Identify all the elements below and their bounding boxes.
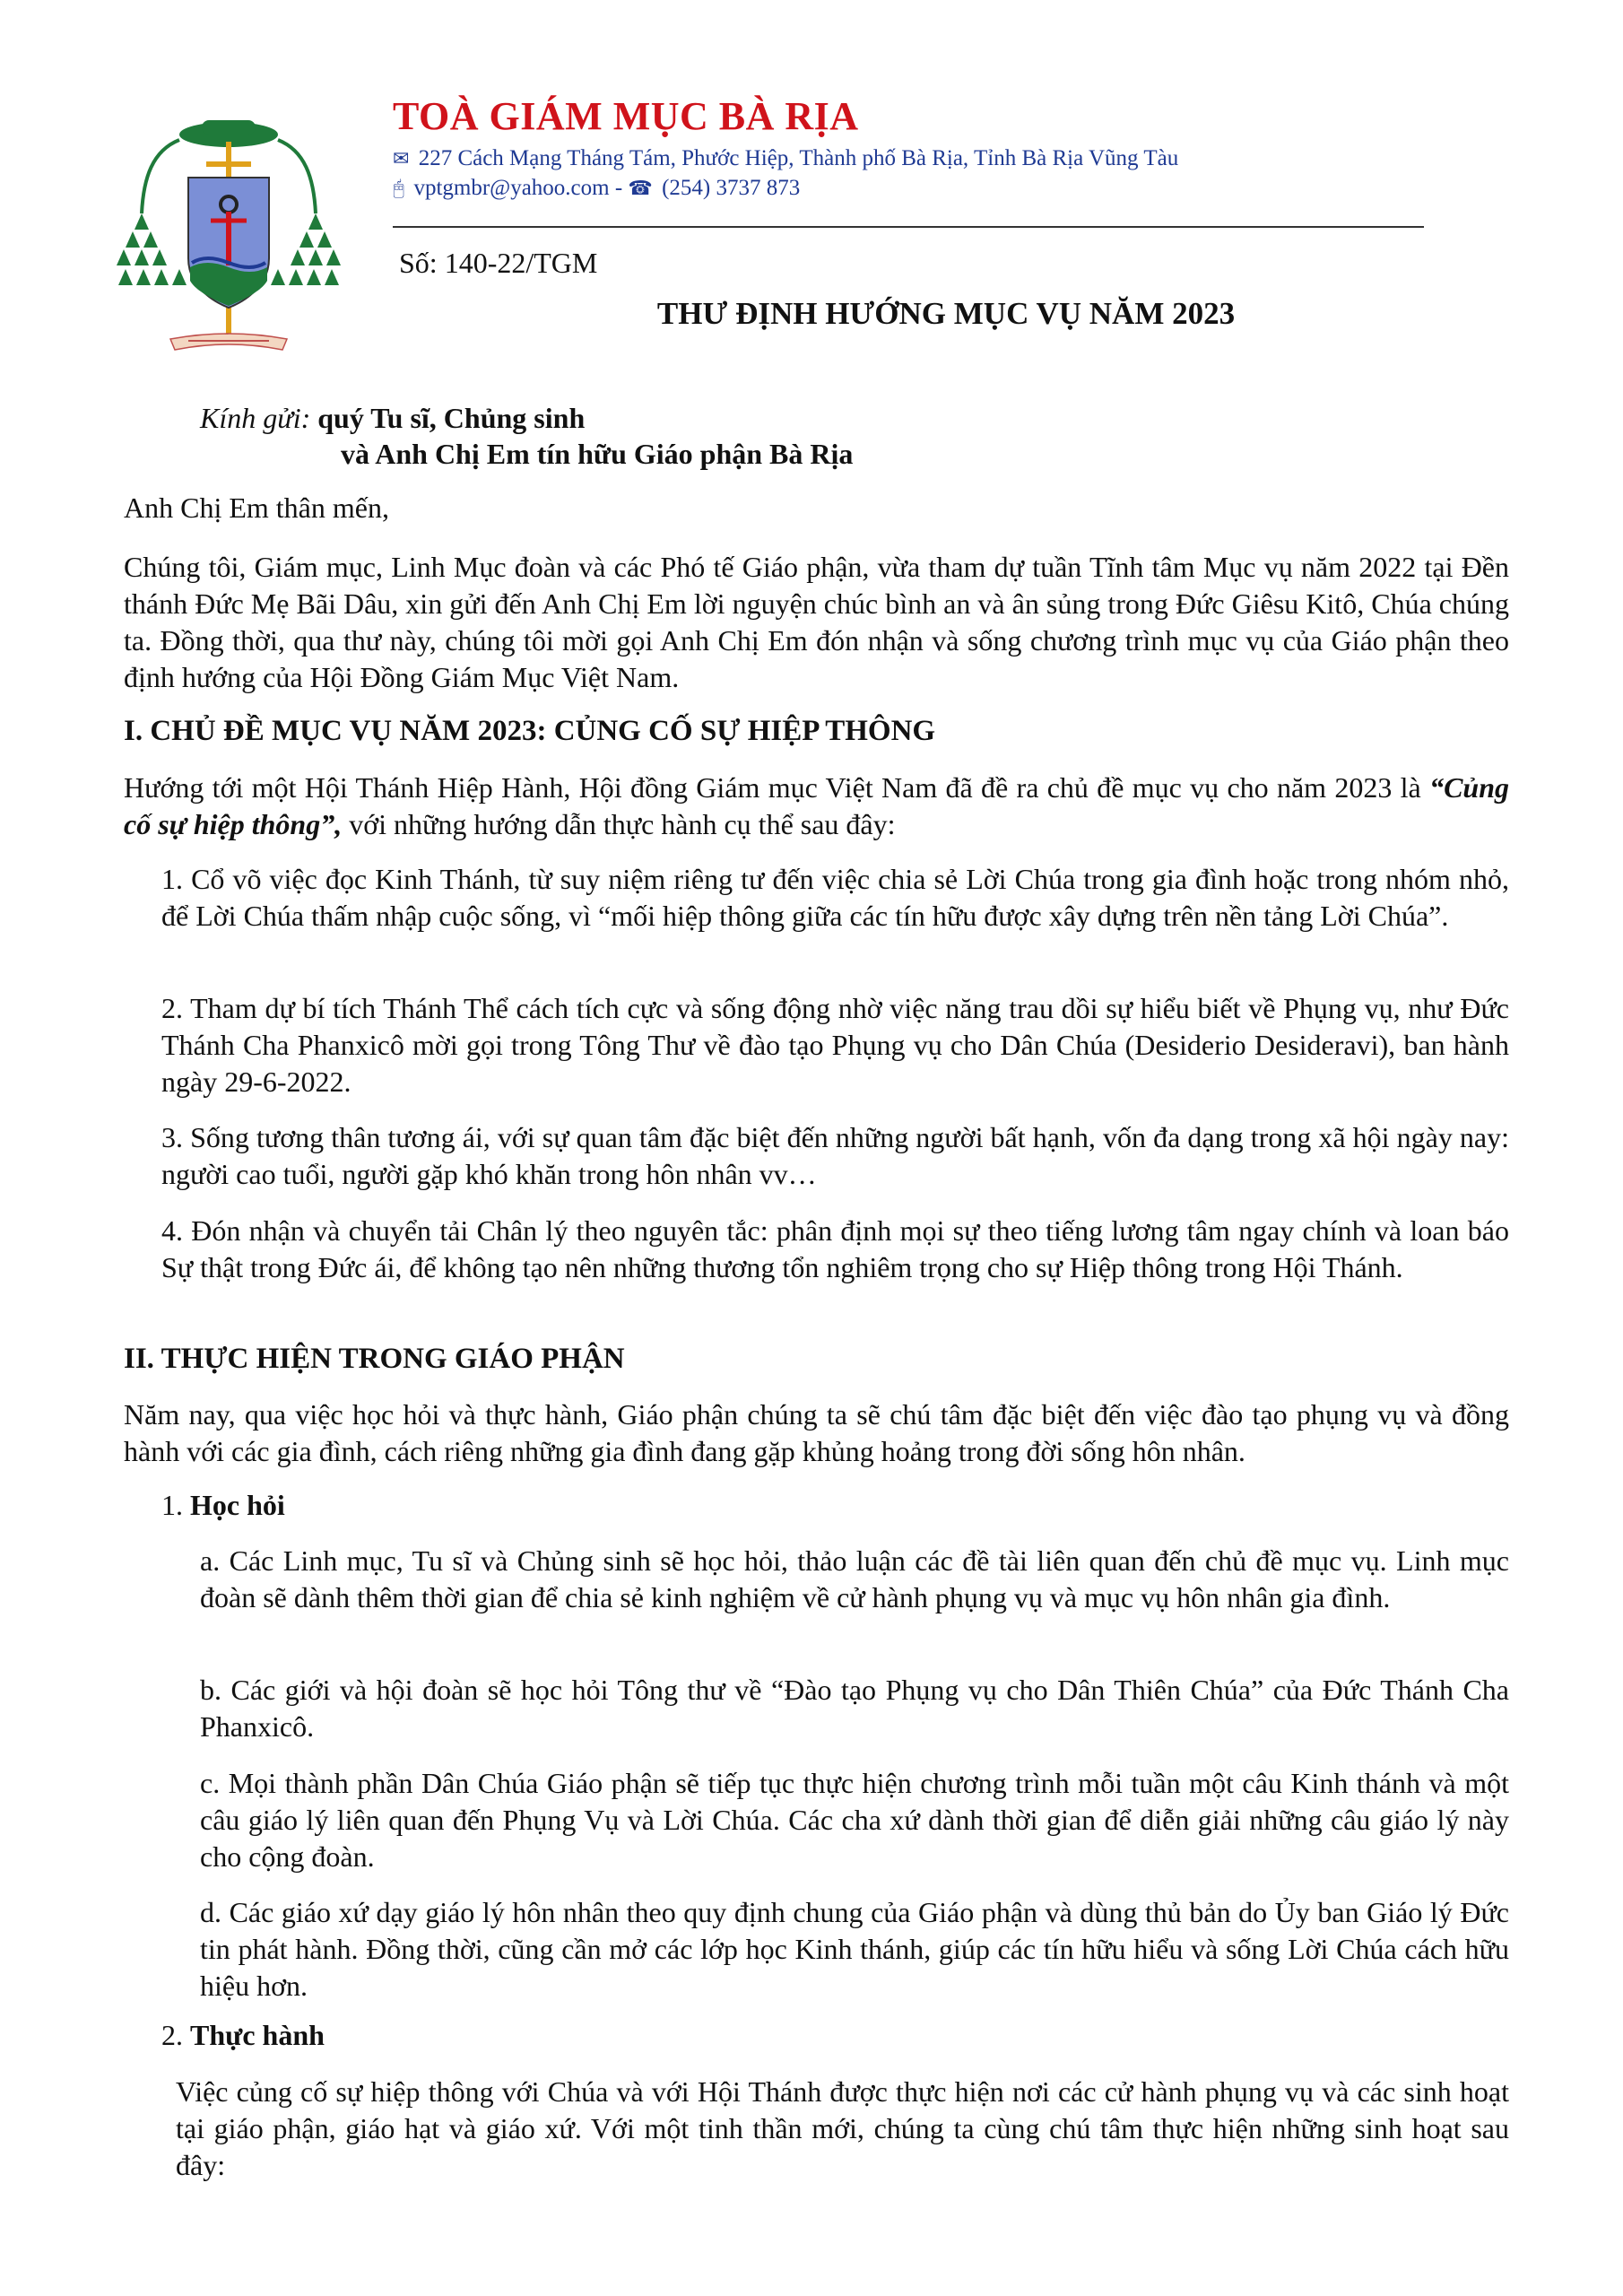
subsection-title: Thực hành — [190, 2019, 325, 2051]
intro-paragraph: Chúng tôi, Giám mục, Linh Mục đoàn và các Phó tế Giáo phận, vừa tham dự tuần Tĩnh tâm Mục vụ năm 2022 tại Đền thánh Đức Mẹ Bãi Dâu, xin gửi đến Anh Chị Em lời nguyện chúc bình an và ân sủng trong Đức Giêsu Kitô, Chúa chúng ta. Đồng thời, qua thư này, chúng tôi mời gọi Anh Chị Em đón nhận và sống chương trình mục vụ của Giáo phận theo định hướng của Hội Đồng Giám Mục Việt Nam. — [124, 551, 1509, 693]
contact-line — [393, 176, 800, 201]
guideline-item: 4. Đón nhận và chuyển tải Chân lý theo nguyên tắc: phân định mọi sự theo tiếng lương tâm ngay chính và loan báo Sự thật trong Đức ái, để không tạo nên những thương tổn nghiêm trọng cho sự Hiệp thông trong Hội Thánh. — [161, 1214, 1509, 1283]
guideline-item: 3. Sống tương thân tương ái, với sự quan tâm đặc biệt đến những người bất hạnh, vốn đa dạng trong xã hội ngày nay: người cao tuổi, người gặp khó khăn trong hôn nhân vv… — [161, 1121, 1509, 1190]
study-item: b. Các giới và hội đoàn sẽ học hỏi Tông thư về “Đào tạo Phụng vụ cho Dân Thiên Chúa” của Đức Thánh Cha Phanxicô. — [200, 1674, 1509, 1743]
section-1-heading: I. CHỦ ĐỀ MỤC VỤ NĂM 2023: CỦNG CỐ SỰ HIỆP THÔNG — [124, 715, 936, 747]
address-text: 227 Cách Mạng Tháng Tám, Phước Hiệp, Thành phố Bà Rịa, Tỉnh Bà Rịa Vũng Tàu — [418, 146, 1179, 170]
study-item: a. Các Linh mục, Tu sĩ và Chủng sinh sẽ học hỏi, thảo luận các đề tài liên quan đến chủ đề mục vụ. Linh mục đoàn sẽ dành thêm thời gian để chia sẻ kinh nghiệm về cử hành phụng vụ và mục vụ hôn nhân gia đình. — [200, 1544, 1509, 1613]
subsection-number: 2. — [161, 2019, 190, 2051]
reference-number: Số: 140-22/TGM — [399, 247, 598, 279]
email-link[interactable]: vptgmbr@yahoo.com — [413, 176, 610, 200]
subsection-number: 1. — [161, 1489, 190, 1521]
organization-name: TOÀ GIÁM MỤC BÀ RỊA — [393, 94, 859, 138]
addressee-line-1 — [200, 402, 585, 435]
practice-paragraph: Việc củng cố sự hiệp thông với Chúa và với Hội Thánh được thực hiện nơi các cử hành phụng vụ và các sinh hoạt tại giáo phận, giáo hạt và giáo xứ. Với một tinh thần mới, chúng ta cùng chú tâm thực hiện những sinh hoạt sau đây: — [176, 2075, 1509, 2181]
subsection-title: Học hỏi — [190, 1489, 285, 1521]
addressee-line-2: và Anh Chị Em tín hữu Giáo phận Bà Rịa — [341, 438, 854, 470]
section-1-intro-tail: với những hướng dẫn thực hành cụ thể sau đây: — [342, 808, 896, 840]
addressee-recipients: quý Tu sĩ, Chủng sinh — [310, 402, 586, 434]
addressee-label: Kính gửi: — [200, 402, 311, 434]
section-2-heading: II. THỰC HIỆN TRONG GIÁO PHẬN — [124, 1343, 625, 1375]
guideline-item: 1. Cổ võ việc đọc Kinh Thánh, từ suy niệm riêng tư đến việc chia sẻ Lời Chúa trong gia đình hoặc trong nhóm nhỏ, để Lời Chúa thấm nhập cuộc sống, vì “mối hiệp thông giữa các tín hữu được xây dựng trên nền tảng Lời Chúa”. — [161, 863, 1509, 932]
greeting: Anh Chị Em thân mến, — [124, 491, 389, 524]
pastoral-theme: “Củng cố sự hiệp thông”, — [124, 771, 1509, 840]
address-line — [393, 146, 1178, 171]
subsection-practice-heading — [161, 2019, 325, 2052]
telephone-icon: ☎ — [628, 178, 653, 200]
document-title: THƯ ĐỊNH HƯỚNG MỤC VỤ NĂM 2023 — [656, 296, 1236, 331]
section-1-intro-lead: Hướng tới một Hội Thánh Hiệp Hành, Hội đồng Giám mục Việt Nam đã đề ra chủ đề mục vụ cho năm 2023 là — [124, 771, 1430, 804]
header-divider — [393, 226, 1424, 228]
section-1-intro — [124, 770, 1509, 843]
phone-number: (254) 3737 873 — [662, 176, 801, 200]
study-item: c. Mọi thành phần Dân Chúa Giáo phận sẽ tiếp tục thực hiện chương trình mỗi tuần một câu Kinh thánh và một câu giáo lý liên quan đến Phụng Vụ và Lời Chúa. Các cha xứ dành thời gian để diễn giải những câu giáo lý này cho cộng đoàn. — [200, 1767, 1509, 1873]
mouse-icon: 🖰 — [393, 178, 405, 200]
subsection-study-heading — [161, 1489, 285, 1522]
section-2-intro: Năm nay, qua việc học hỏi và thực hành, Giáo phận chúng ta sẽ chú tâm đặc biệt đến việc đào tạo phụng vụ và đồng hành với các gia đình, cách riêng những gia đình đang gặp khủng hoảng trong đời sống hôn nhân. — [124, 1398, 1509, 1467]
guideline-item: 2. Tham dự bí tích Thánh Thể cách tích cực và sống động nhờ việc năng trau dồi sự hiểu biết về Phụng vụ, như Đức Thánh Cha Phanxicô mời gọi trong Tông Thư về đào tạo Phụng vụ cho Dân Chúa (Desiderio Desideravi), ban hành ngày 29-6-2022. — [161, 992, 1509, 1098]
coat-of-arms-icon — [117, 115, 341, 370]
contact-separator: - — [609, 176, 629, 200]
study-item: d. Các giáo xứ dạy giáo lý hôn nhân theo quy định chung của Giáo phận và dùng thủ bản do Ủy ban Giáo lý Đức tin phát hành. Đồng thời, cũng cần mở các lớp học Kinh thánh, giúp các tín hữu hiểu và sống Lời Chúa cách hữu hiệu hơn. — [200, 1896, 1509, 2002]
envelope-icon: ✉ — [393, 148, 410, 170]
